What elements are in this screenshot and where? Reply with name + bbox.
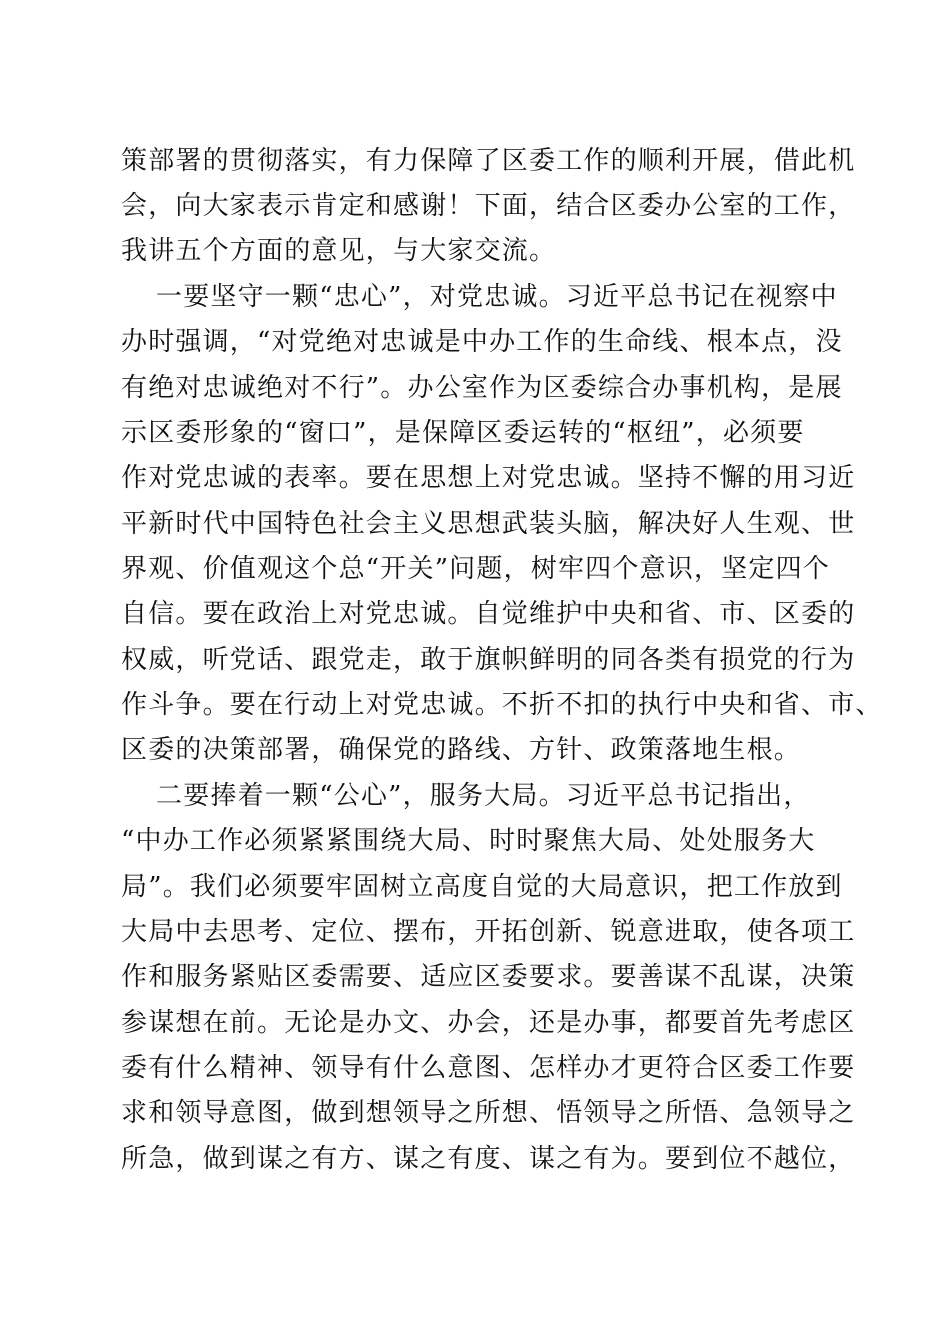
text-line: 求和领导意图，做到想领导之所想、悟领导之所悟、急领导之	[121, 1098, 856, 1128]
text-line: 办时强调，“对党绝对忠诚是中办工作的生命线、根本点，没	[121, 327, 843, 357]
text-line: 界观、价值观这个总“开关”问题，树牢四个意识，坚定四个	[121, 554, 830, 584]
text-line: 会，向大家表示肯定和感谢！下面，结合区委办公室的工作，	[121, 191, 856, 221]
text-line: 大局中去思考、定位、摆布，开拓创新、锐意进取，使各项工	[121, 917, 856, 947]
text-line-paragraph-start: 二要捧着一颗“公心”，服务大局。习近平总书记指出，	[156, 781, 811, 811]
text-line: 委有什么精神、领导有什么意图、怎样办才更符合区委工作要	[121, 1053, 856, 1083]
text-line: “中办工作必须紧紧围绕大局、时时聚焦大局、处处服务大	[121, 826, 816, 856]
text-line-paragraph-start: 一要坚守一颗“忠心”，对党忠诚。习近平总书记在视察中	[156, 282, 838, 312]
text-line: 自信。要在政治上对党忠诚。自觉维护中央和省、市、区委的	[121, 599, 856, 629]
text-line: 策部署的贯彻落实，有力保障了区委工作的顺利开展，借此机	[121, 146, 856, 176]
text-line: 示区委形象的“窗口”，是保障区委运转的“枢纽”，必须要	[121, 418, 805, 448]
text-line: 所急，做到谋之有方、谋之有度、谋之有为。要到位不越位，	[121, 1144, 856, 1174]
text-line: 作对党忠诚的表率。要在思想上对党忠诚。坚持不懈的用习近	[121, 463, 856, 493]
text-line: 作和服务紧贴区委需要、适应区委要求。要善谋不乱谋，决策	[121, 962, 856, 992]
text-line: 权威，听党话、跟党走，敢于旗帜鲜明的同各类有损党的行为	[121, 645, 856, 675]
text-line: 局”。我们必须要牢固树立高度自觉的大局意识，把工作放到	[121, 872, 843, 902]
text-line: 作斗争。要在行动上对党忠诚。不折不扣的执行中央和省、市、	[121, 690, 883, 720]
text-line: 参谋想在前。无论是办文、办会，还是办事，都要首先考虑区	[121, 1008, 856, 1038]
text-line: 有绝对忠诚绝对不行”。办公室作为区委综合办事机构，是展	[121, 373, 843, 403]
text-line: 我讲五个方面的意见，与大家交流。	[121, 236, 557, 266]
text-line: 平新时代中国特色社会主义思想武装头脑，解决好人生观、世	[121, 509, 856, 539]
text-line: 区委的决策部署，确保党的路线、方针、政策落地生根。	[121, 735, 802, 765]
